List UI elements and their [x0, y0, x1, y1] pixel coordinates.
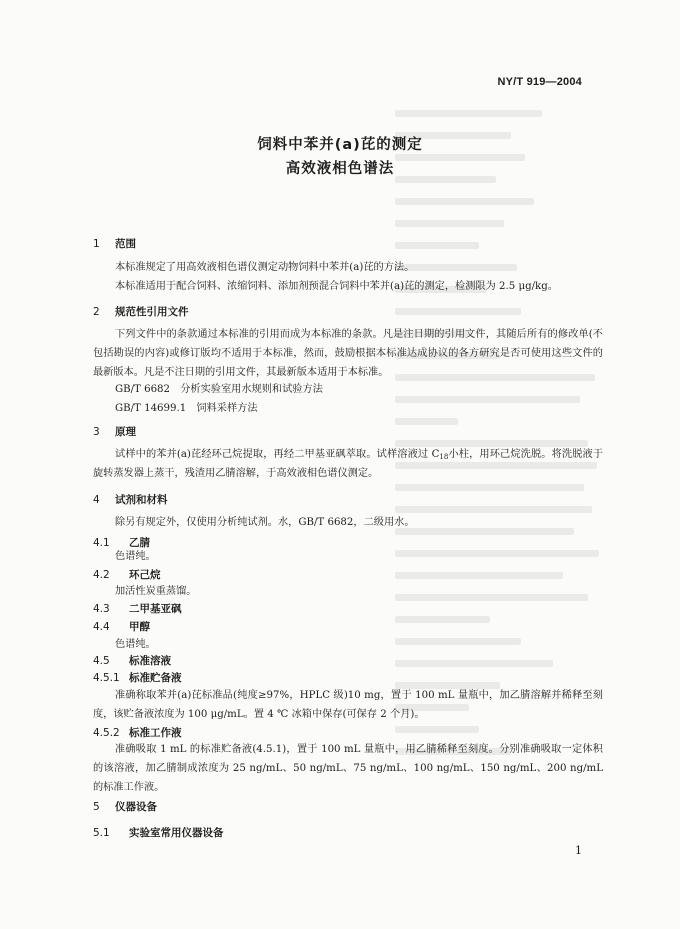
section-4-2-heading — [93, 567, 161, 582]
section-title: 环己烷 — [129, 569, 161, 581]
section-number: 1 — [93, 238, 100, 250]
section-4-2-text: 加活性炭重蒸馏。 — [115, 586, 197, 597]
section-3-paragraph — [93, 445, 603, 483]
section-number: 4.2 — [93, 569, 110, 581]
section-number: 4.5.2 — [93, 727, 120, 739]
section-number: 4.5.1 — [93, 672, 120, 684]
section-number: 4.4 — [93, 621, 110, 633]
section-4-paragraph: 除另有规定外，仅使用分析纯试剂。水，GB/T 6682，二级用水。 — [115, 517, 415, 528]
page-number: 1 — [575, 844, 582, 857]
section-1-paragraph-2: 本标准适用于配合饲料、浓缩饲料、添加剂预混合饲料中苯并(a)芘的测定，检测限为 2.5 μg/kg。 — [115, 281, 558, 292]
section-number: 4.5 — [93, 655, 110, 667]
subscript: 18 — [439, 453, 449, 461]
section-4-5-1-heading — [93, 670, 182, 685]
section-4-5-heading — [93, 653, 171, 668]
section-4-4-text: 色谱纯。 — [115, 639, 156, 650]
section-number: 4.3 — [93, 603, 110, 615]
section-4-heading — [93, 492, 168, 507]
section-4-4-heading — [93, 619, 150, 634]
document-subtitle: 高效液相色谱法 — [285, 161, 395, 177]
section-2-paragraph: 下列文件中的条款通过本标准的引用而成为本标准的条款。凡是注日期的引用文件，其随后所有的修改单(不包括勘误的内容)或修订版均不适用于本标准，然而，鼓励根据本标准达成协议的各方研究是否可使用这些文件的最新版本。凡是不注日期的引用文件，其最新版本适用于本标准。 — [93, 329, 603, 378]
section-5-heading — [93, 799, 157, 814]
section-title: 乙腈 — [129, 537, 150, 549]
reference-gb-t-14699-1: GB/T 14699.1 饲料采样方法 — [115, 403, 258, 414]
section-4-1-text: 色谱纯。 — [115, 551, 156, 562]
section-title: 标准贮备液 — [129, 672, 182, 684]
section-title: 试剂和材料 — [115, 494, 168, 506]
section-number: 5 — [93, 801, 100, 813]
reference-gb-t-6682: GB/T 6682 分析实验室用水规则和试验方法 — [115, 384, 323, 395]
section-title: 实验室常用仪器设备 — [129, 827, 224, 839]
section-number: 4 — [93, 494, 100, 506]
section-title: 规范性引用文件 — [115, 306, 189, 318]
section-title: 范围 — [115, 238, 136, 250]
section-number: 3 — [93, 426, 100, 438]
section-5-1-heading — [93, 825, 224, 840]
text-run: 小柱，用环己烷洗脱。将洗脱液于旋转蒸发器上蒸干，残渣用乙腈溶解，于高效液相色谱仪测定。 — [93, 449, 604, 479]
section-title: 原理 — [115, 426, 136, 438]
section-4-5-1-paragraph: 准确称取苯并(a)芘标准品(纯度≥97%，HPLC 级)10 mg，置于 100 mL 量瓶中，加乙腈溶解并稀释至刻度，该贮备液浓度为 100 μg/mL。置 4 ℃ 冰箱中保存(可保存 2 个月)。 — [93, 690, 603, 720]
section-title: 标准工作液 — [129, 727, 182, 739]
section-number: 2 — [93, 306, 100, 318]
section-title: 甲醇 — [129, 621, 150, 633]
section-4-5-2-heading — [93, 725, 182, 740]
section-1-heading — [93, 236, 136, 251]
section-number: 4.1 — [93, 537, 110, 549]
text-run: 试样中的苯并(a)芘经环己烷提取，再经二甲基亚砜萃取。试样溶液过 C — [115, 449, 440, 460]
section-2-heading — [93, 304, 189, 319]
document-title: 饲料中苯并(a)芘的测定 — [257, 137, 423, 153]
section-title: 标准溶液 — [129, 655, 171, 667]
section-4-5-2-paragraph: 准确吸取 1 mL 的标准贮备液(4.5.1)，置于 100 mL 量瓶中，用乙腈稀释至刻度。分别准确吸取一定体积的该溶液，加乙腈制成浓度为 25 ng/mL、50 ng/mL、75 ng/mL、100 ng/mL、150 ng/mL、200 ng/mL 的标准工作液。 — [93, 744, 603, 793]
section-1-paragraph-1: 本标准规定了用高效液相色谱仪测定动物饲料中苯并(a)芘的方法。 — [115, 262, 415, 273]
section-title: 仪器设备 — [115, 801, 157, 813]
section-4-3-heading — [93, 601, 182, 616]
section-number: 5.1 — [93, 827, 110, 839]
section-title: 二甲基亚砜 — [129, 603, 182, 615]
section-3-heading — [93, 424, 136, 439]
standard-code: NY/T 919—2004 — [497, 76, 582, 88]
